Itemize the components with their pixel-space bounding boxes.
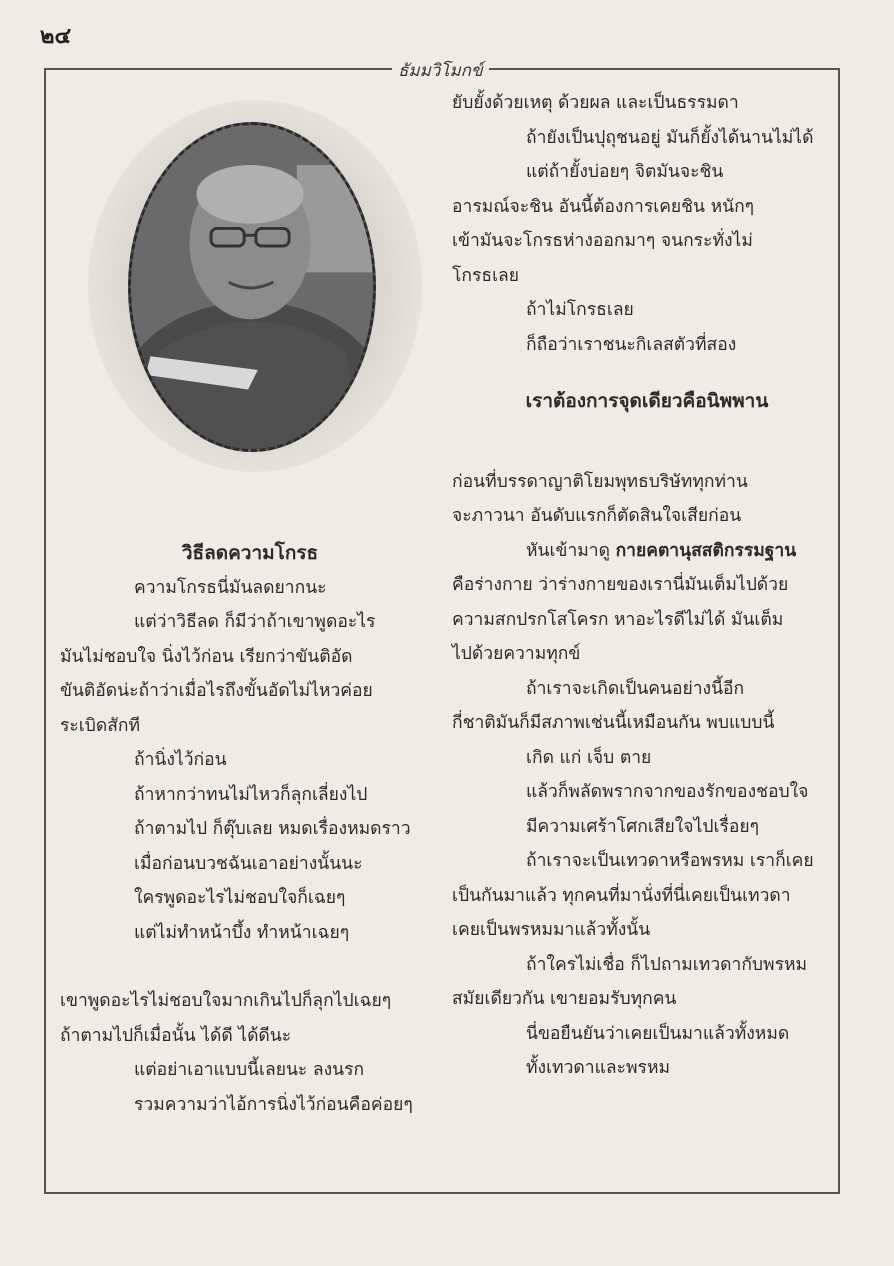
text-line: นี่ขอยืนยันว่าเคยเป็นมาแล้วทั้งหมด <box>526 1023 790 1044</box>
text-line: ถ้าไม่โกรธเลย <box>526 300 634 320</box>
text-line: เป็นกันมาแล้ว ทุกคนที่มานั่งที่นี่เคยเป็นเทวดา <box>452 885 791 906</box>
running-header-title: ธัมมวิโมกข์ <box>392 57 489 84</box>
paragraph-gap <box>452 419 822 465</box>
text-line: เข้ามันจะโกรธห่างออกมาๆ จนกระทั่งไม่ <box>452 231 753 251</box>
text-line: สมัยเดียวกัน เขายอมรับทุกคน <box>452 989 677 1009</box>
text-line: แต่ถ้ายั้งบ่อยๆ จิตมันจะชิน <box>526 162 724 182</box>
text-line: ถ้าตามไป ก็ตุ๊บเลย หมดเรื่องหมดราว <box>134 819 411 839</box>
paragraph-gap <box>60 950 440 984</box>
text-line: ใครพูดอะไรไม่ชอบใจก็เฉยๆ <box>134 888 346 908</box>
right-column <box>452 86 822 1086</box>
text-line: เกิด แก่ เจ็บ ตาย <box>526 747 652 768</box>
left-column <box>60 536 440 1122</box>
monk-portrait-photo <box>128 122 376 452</box>
text-line: คือร่างกาย ว่าร่างกายของเรานี่มันเต็มไปด้วย <box>452 575 789 595</box>
paragraph-gap <box>452 362 822 384</box>
text-line-lead: หันเข้ามาดู <box>526 540 616 561</box>
portrait-illustration <box>131 125 373 449</box>
text-line: จะภาวนา อันดับแรกก็ตัดสินใจเสียก่อน <box>452 506 742 526</box>
text-line: กี่ชาติมันก็มีสภาพเช่นนี้เหมือนกัน พบแบบนี้ <box>452 713 775 733</box>
text-line: ยับยั้งด้วยเหตุ ด้วยผล และเป็นธรรมดา <box>452 93 739 113</box>
text-line: รวมความว่าไอ้การนิ่งไว้ก่อนคือค่อยๆ <box>134 1094 413 1115</box>
text-line: แต่ว่าวิธีลด ก็มีว่าถ้าเขาพูดอะไร <box>134 612 376 632</box>
text-line: แต่อย่าเอาแบบนี้เลยนะ ลงนรก <box>134 1060 365 1080</box>
text-line: ระเบิดสักที <box>60 715 141 736</box>
text-line: ถ้าเราจะเป็นเทวดาหรือพรหม เราก็เคย <box>526 851 814 871</box>
text-line: เมื่อก่อนบวชฉันเอาอย่างนั้นนะ <box>134 853 363 874</box>
text-line <box>452 534 822 569</box>
text-line: ขันติอัดน่ะถ้าว่าเมื่อไรถึงขั้นอัดไม่ไหวค่อย <box>60 681 373 701</box>
text-line: ทั้งเทวดาและพรหม <box>526 1058 671 1078</box>
page-number: ๒๔ <box>40 24 72 49</box>
text-line: แล้วก็พลัดพรากจากของรักของชอบใจ <box>526 782 809 802</box>
text-line: มันไม่ชอบใจ นิ่งไว้ก่อน เรียกว่าขันติอัด <box>60 646 353 667</box>
text-line: ถ้าใครไม่เชื่อ ก็ไปถามเทวดากับพรหม <box>526 954 808 975</box>
text-line: ถ้ายังเป็นปุถุชนอยู่ มันก็ยั้งได้นานไม่ได้ <box>526 127 814 148</box>
text-line: ความโกรธนี่มันลดยากนะ <box>134 577 327 598</box>
text-line: โกรธเลย <box>452 265 520 286</box>
right-section-heading: เราต้องการจุดเดียวคือนิพพาน <box>525 390 769 412</box>
text-line: มีความเศร้าโศกเสียใจไปเรื่อยๆ <box>526 816 760 837</box>
text-line: ถ้าเราจะเกิดเป็นคนอย่างนี้อีก <box>526 678 745 699</box>
text-line: ถ้าหากว่าทนไม่ไหวก็ลุกเลี่ยงไป <box>134 784 368 805</box>
text-line: ถ้านิ่งไว้ก่อน <box>134 750 227 770</box>
text-line: ก่อนที่บรรดาญาติโยมพุทธบริษัททุกท่าน <box>452 471 748 492</box>
text-line: ถ้าตามไปก็เมื่อนั้น ได้ดี ได้ดีนะ <box>60 1025 292 1046</box>
kayagata-term: กายคตานุสสติกรรมฐาน <box>615 540 797 561</box>
text-line: เคยเป็นพรหมมาแล้วทั้งนั้น <box>452 920 651 940</box>
text-line: แต่ไม่ทำหน้าบึ้ง ทำหน้าเฉยๆ <box>134 922 350 943</box>
text-line: อารมณ์จะชิน อันนี้ต้องการเคยชิน หนักๆ <box>452 196 755 217</box>
text-line: ก็ถือว่าเราชนะกิเลสตัวที่สอง <box>526 334 737 355</box>
text-line: เขาพูดอะไรไม่ชอบใจมากเกินไปก็ลุกไปเฉยๆ <box>60 991 392 1011</box>
text-line: ความสกปรกโสโครก หาอะไรดีไม่ได้ มันเต็ม <box>452 609 784 630</box>
left-section-heading: วิธีลดความโกรธ <box>181 542 319 564</box>
text-line: ไปด้วยความทุกข์ <box>452 644 581 664</box>
